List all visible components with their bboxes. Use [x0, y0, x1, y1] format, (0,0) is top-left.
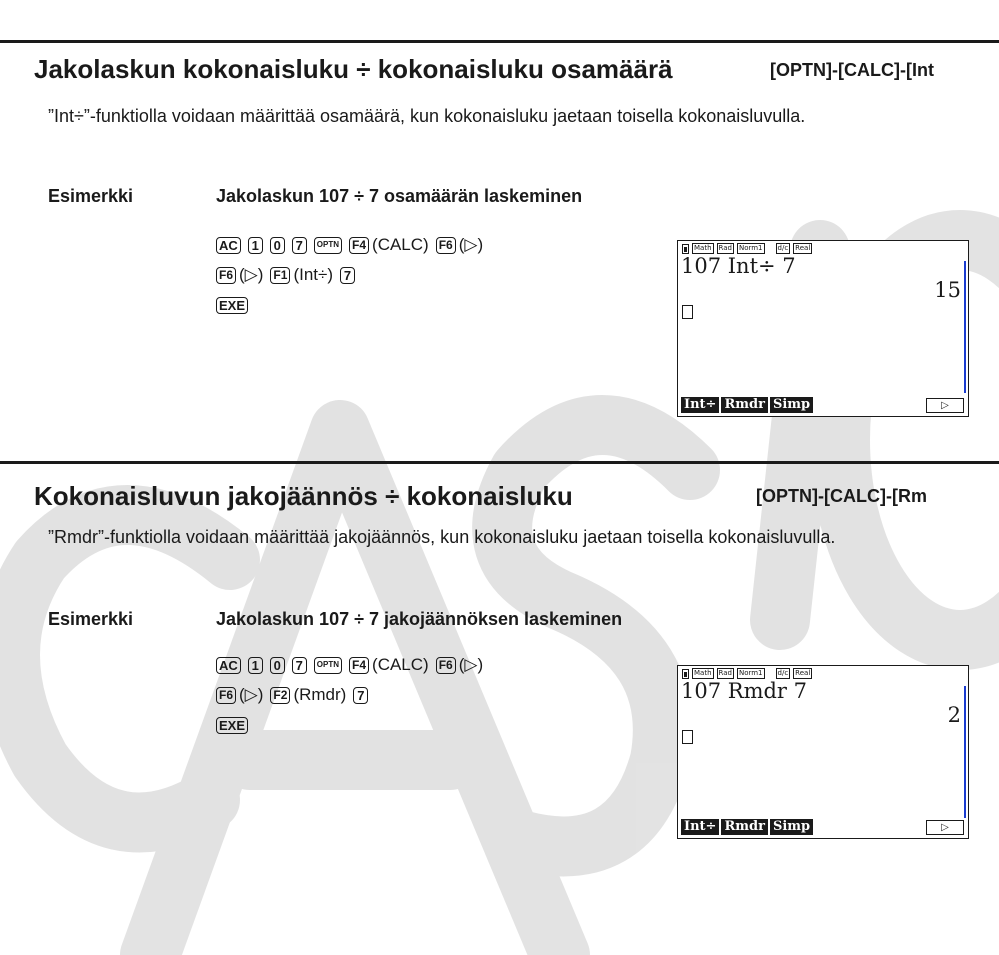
key-1: 1 [248, 657, 263, 674]
key-1: 1 [248, 237, 263, 254]
calculation-result: 15 [934, 278, 961, 302]
calculator-screen [677, 240, 969, 417]
function-menu [681, 819, 813, 835]
status-math: Math [694, 669, 712, 677]
key-annotation: (▷) [458, 655, 484, 674]
menu-path: [OPTN]-[CALC]-[Rm [756, 486, 927, 506]
key-f6: F6 [216, 267, 236, 284]
key-ac: AC [216, 237, 241, 254]
key-exe: EXE [216, 717, 248, 734]
status-complex: Real [795, 244, 811, 252]
key-f6: F6 [216, 687, 236, 704]
section-title: Kokonaisluvun jakojäännös ÷ kokonaisluku [34, 481, 573, 511]
key-annotation: (CALC) [372, 235, 429, 254]
fmenu-rmdr[interactable]: Rmdr [721, 397, 768, 413]
status-complex: Real [795, 669, 811, 677]
menu-path: [OPTN]-[CALC]-[Int [770, 60, 934, 80]
key-annotation: (▷) [458, 235, 484, 254]
status-fraction: d/c [777, 244, 789, 252]
key-annotation: (CALC) [372, 655, 429, 674]
key-f2: F2 [270, 687, 290, 704]
section-description: ”Int÷”-funktiolla voidaan määrittää osamäärä, kun kokonaisluku jaetaan toisella kokonaisluvulla. [48, 106, 806, 126]
status-fraction: d/c [777, 669, 789, 677]
example-label: Esimerkki [48, 609, 134, 629]
fmenu-rmdr[interactable]: Rmdr [721, 819, 768, 835]
key-7: 7 [292, 237, 307, 254]
fmenu-simp[interactable]: Simp [770, 397, 813, 413]
key-7: 7 [340, 267, 355, 284]
key-line [216, 710, 490, 740]
next-menu-arrow-icon[interactable]: ▷ [926, 820, 964, 835]
example-label: Esimerkki [48, 186, 134, 206]
key-line [216, 680, 490, 710]
key-line [216, 650, 490, 680]
key-sequence [216, 650, 490, 740]
status-math: Math [694, 244, 712, 252]
key-annotation: (▷) [239, 265, 264, 284]
status-angle: Rad [718, 244, 732, 252]
scrollbar [964, 261, 966, 393]
function-menu [681, 397, 813, 413]
key-line [216, 260, 490, 290]
key-f4: F4 [349, 657, 369, 674]
key-f6: F6 [436, 237, 456, 254]
calculator-screen [677, 665, 969, 839]
status-display: Norm1 [738, 244, 763, 252]
key-optn: OPTN [314, 237, 342, 254]
fmenu-int-div[interactable]: Int÷ [681, 397, 719, 413]
next-menu-arrow-icon[interactable]: ▷ [926, 398, 964, 413]
input-expression: 107 Rmdr 7 [681, 679, 807, 703]
key-f6: F6 [436, 657, 456, 674]
fmenu-simp[interactable]: Simp [770, 819, 813, 835]
key-optn: OPTN [314, 657, 342, 674]
section-divider [0, 40, 999, 43]
key-7: 7 [353, 687, 368, 704]
key-0: 0 [270, 237, 285, 254]
section-title: Jakolaskun kokonaisluku ÷ kokonaisluku osamäärä [34, 54, 673, 84]
key-line [216, 290, 490, 320]
example-title: Jakolaskun 107 ÷ 7 jakojäännöksen laskeminen [216, 609, 623, 629]
status-display: Norm1 [738, 669, 763, 677]
status-bar [682, 668, 812, 679]
fmenu-int-div[interactable]: Int÷ [681, 819, 719, 835]
section-divider [0, 461, 999, 464]
battery-icon [682, 669, 689, 679]
key-annotation: (Rmdr) [293, 685, 347, 704]
key-annotation: (▷) [239, 685, 264, 704]
section-description: ”Rmdr”-funktiolla voidaan määrittää jakojäännös, kun kokonaisluku jaetaan toisella kokonaisluvulla. [48, 527, 836, 547]
input-cursor [682, 730, 693, 744]
key-ac: AC [216, 657, 241, 674]
status-angle: Rad [718, 669, 732, 677]
key-sequence [216, 230, 490, 320]
key-0: 0 [270, 657, 285, 674]
battery-icon [682, 244, 689, 254]
scrollbar [964, 686, 966, 818]
key-7: 7 [292, 657, 307, 674]
key-f1: F1 [270, 267, 290, 284]
key-annotation: (Int÷) [293, 265, 333, 284]
key-exe: EXE [216, 297, 248, 314]
calculation-result: 2 [947, 703, 961, 727]
input-expression: 107 Int÷ 7 [681, 254, 796, 278]
input-cursor [682, 305, 693, 319]
key-line [216, 230, 490, 260]
key-f4: F4 [349, 237, 369, 254]
example-title: Jakolaskun 107 ÷ 7 osamäärän laskeminen [216, 186, 583, 206]
status-bar [682, 243, 812, 254]
